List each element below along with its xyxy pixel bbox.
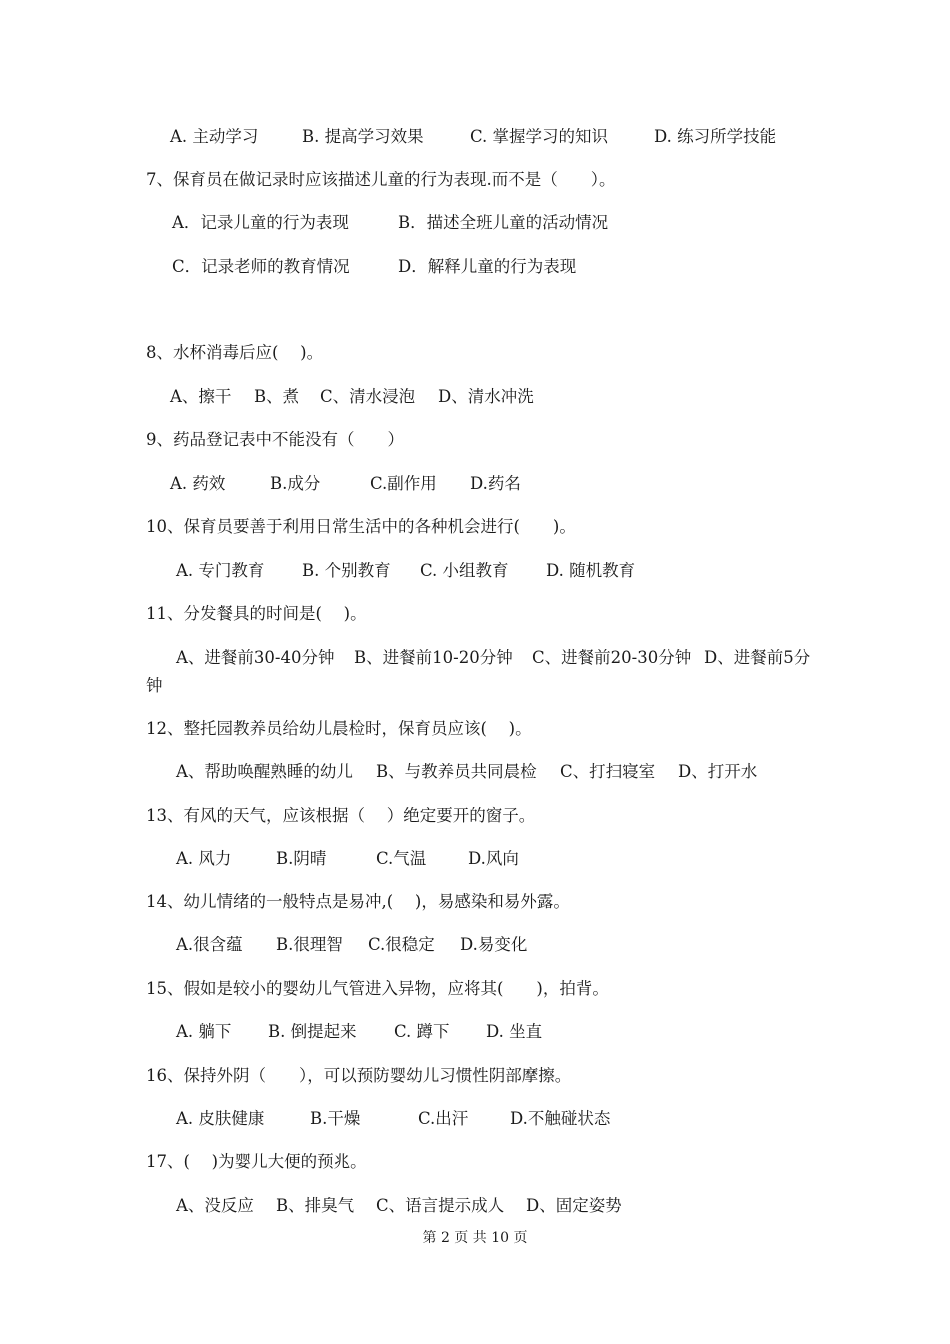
q15-stem: 15、假如是较小的婴幼儿气管进入异物，应将其( )，拍背。: [146, 979, 609, 998]
option: C．记录老师的教育情况: [172, 257, 350, 276]
q9-stem: 9、药品登记表中不能没有（ ）: [146, 430, 404, 449]
option: D. 坐直: [486, 1022, 543, 1041]
q11-wrap: 钟: [146, 676, 163, 695]
option: B. 倒提起来: [268, 1022, 357, 1041]
q14-options: [176, 934, 527, 956]
q13-options: [176, 848, 519, 870]
q7-options-row2: [172, 256, 576, 278]
option: A.很含蕴: [176, 935, 243, 954]
q10-options: [176, 560, 635, 582]
option: C.出汗: [418, 1109, 469, 1128]
option: B.阴晴: [276, 849, 327, 868]
option: C.副作用: [370, 474, 437, 493]
option: B.成分: [270, 474, 321, 493]
q16-stem: 16、保持外阴（ ），可以预防婴幼儿习惯性阴部摩擦。: [146, 1066, 572, 1085]
option: A. 专门教育: [176, 561, 265, 580]
option: B.很理智: [276, 935, 343, 954]
option: A．记录儿童的行为表现: [172, 213, 349, 232]
option: B、排臭气: [276, 1196, 355, 1215]
q14-stem: 14、幼儿情绪的一般特点是易冲,( )，易感染和易外露。: [146, 892, 570, 911]
option: C、进餐前20-30分钟: [532, 648, 692, 667]
q7-stem: 7、保育员在做记录时应该描述儿童的行为表现.而不是（ ）。: [146, 170, 616, 189]
option: D、清水冲洗: [438, 387, 534, 406]
option: B.干燥: [310, 1109, 361, 1128]
option: D、固定姿势: [526, 1196, 622, 1215]
option: A、帮助唤醒熟睡的幼儿: [176, 762, 353, 781]
q16-options: [176, 1108, 610, 1130]
option: B、与教养员共同晨检: [376, 762, 537, 781]
option: A、没反应: [176, 1196, 254, 1215]
q17-options: [176, 1195, 622, 1217]
option: D．解释儿童的行为表现: [398, 257, 577, 276]
q12-options: [176, 761, 757, 783]
option: C. 小组教育: [420, 561, 509, 580]
option: A. 躺下: [176, 1022, 232, 1041]
q10-stem: 10、保育员要善于利用日常生活中的各种机会进行( )。: [146, 517, 576, 536]
option: D. 练习所学技能: [654, 127, 777, 146]
q7-options-row1: [172, 212, 608, 234]
option: D.不触碰状态: [510, 1109, 611, 1128]
option: A. 风力: [176, 849, 232, 868]
option: B．描述全班儿童的活动情况: [398, 213, 609, 232]
option: D. 随机教育: [546, 561, 636, 580]
option: D.易变化: [460, 935, 528, 954]
option: D、进餐前5分: [704, 648, 811, 667]
option: C. 蹲下: [394, 1022, 450, 1041]
option: A、擦干: [170, 387, 232, 406]
option: B、煮: [254, 387, 300, 406]
q8-options: [170, 386, 534, 408]
option: C、打扫寝室: [560, 762, 656, 781]
option: A. 药效: [170, 474, 226, 493]
option: D.药名: [470, 474, 521, 493]
option: B、进餐前10-20分钟: [354, 648, 513, 667]
option: C.气温: [376, 849, 427, 868]
option: A、进餐前30-40分钟: [176, 648, 335, 667]
q15-options: [176, 1021, 542, 1043]
q9-options: [170, 473, 521, 495]
option: A. 皮肤健康: [176, 1109, 265, 1128]
option: D、打开水: [678, 762, 758, 781]
q11-stem: 11、分发餐具的时间是( )。: [146, 604, 367, 623]
q17-stem: 17、( )为婴儿大便的预兆。: [146, 1152, 367, 1171]
q8-stem: 8、水杯消毒后应( )。: [146, 343, 324, 362]
option: C、语言提示成人: [376, 1196, 505, 1215]
option: B. 个别教育: [302, 561, 391, 580]
q11-options: [176, 647, 810, 669]
option: C. 掌握学习的知识: [470, 127, 609, 146]
option: C、清水浸泡: [320, 387, 416, 406]
option: B. 提高学习效果: [302, 127, 424, 146]
option: D.风向: [468, 849, 519, 868]
page-number: 第 2 页 共 10 页: [422, 1230, 528, 1246]
q6-options: [170, 126, 776, 148]
q13-stem: 13、有风的天气，应该根据（ ）绝定要开的窗子。: [146, 806, 536, 825]
q12-stem: 12、整托园教养员给幼儿晨检时，保育员应该( )。: [146, 719, 532, 738]
option: C.很稳定: [368, 935, 435, 954]
option: A. 主动学习: [170, 127, 259, 146]
